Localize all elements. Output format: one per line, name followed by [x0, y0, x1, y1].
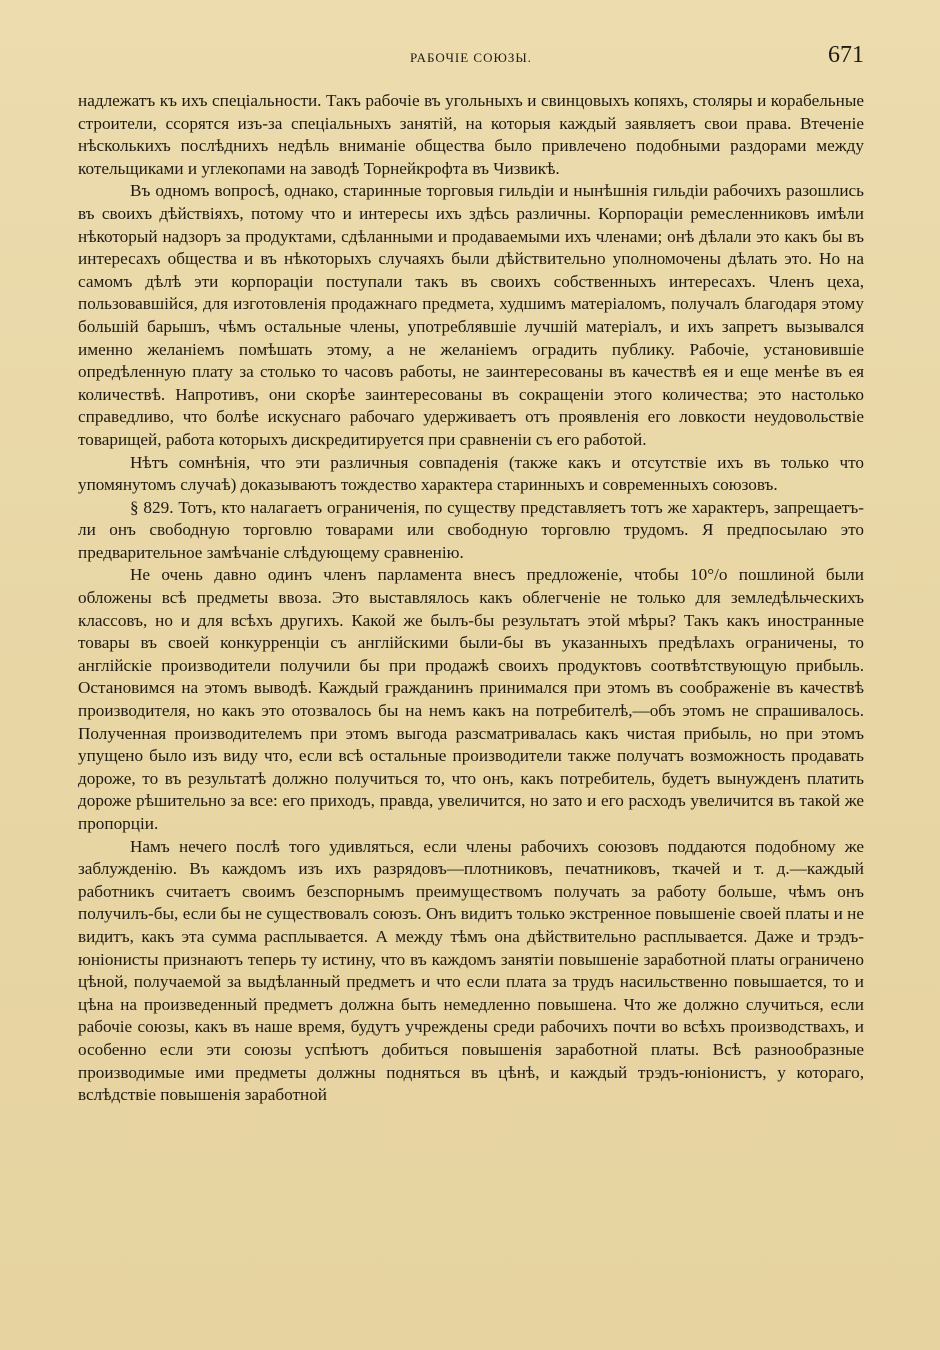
page-number: 671 [828, 42, 864, 68]
paragraph-3: Нѣтъ сомнѣнія, что эти различныя совпаденія (также какъ и отсутствіе ихъ въ только что упомянутомъ случаѣ) доказываютъ тождество характера старинныхъ и современныхъ союзовъ. [78, 452, 864, 495]
paragraph-6: Намъ нечего послѣ того удивляться, если члены рабочихъ союзовъ поддаются подобному же заблужденію. Въ каждомъ изъ ихъ разрядовъ—плотниковъ, печатниковъ, ткачей и т. д.—каждый работникъ считаетъ своимъ безспорнымъ преимуществомъ получать за работу больше, чѣмъ онъ получилъ-бы, если бы не существовалъ союзъ. Онъ видитъ только экстренное повышеніе своей платы и не видитъ, какъ эта сумма расплывается. А между тѣмъ она дѣйствительно расплывается. Даже и трэдъ-юніонисты признаютъ теперь ту истину, что въ каждомъ занятіи повышеніе заработной платы ограничено цѣной, получаемой за выдѣланный предметъ и что если плата за трудъ насильственно повышается, то и цѣна на произведенный предметъ должна быть немедленно повышена. Что же должно случиться, если рабочіе союзы, какъ въ наше время, будутъ учреждены среди рабочихъ почти во всѣхъ производствахъ, и особенно если эти союзы успѣютъ добиться повышенія заработной платы. Всѣ разнообразные производимые ими предметы должны подняться въ цѣнѣ, и каждый трэдъ-юніонистъ, у котораго, вслѣдствіе повышенія заработной [78, 836, 864, 1105]
page-header [78, 44, 864, 74]
paragraph-1: надлежатъ къ ихъ спеціальности. Такъ рабочіе въ угольныхъ и свинцовыхъ копяхъ, столяры и корабельные строители, ссорятся изъ-за спеціальныхъ занятій, на которыя каждый заявляетъ свои права. Втеченіе нѣсколькихъ послѣднихъ недѣль вниманіе общества было привлечено подобными раздорами между котельщиками и углекопами на заводѣ Торнейкрофта въ Чизвикѣ. [78, 91, 864, 178]
page-body [78, 90, 864, 1107]
paragraph-4: § 829. Тотъ, кто налагаетъ ограниченія, по существу представляетъ тотъ же характеръ, запрещаетъ-ли онъ свободную торговлю товарами или свободную торговлю трудомъ. Я предпосылаю это предварительное замѣчаніе слѣдующему сравненію. [78, 497, 864, 562]
running-title: РАБОЧІЕ СОЮЗЫ. [410, 50, 532, 65]
paragraph-2: Въ одномъ вопросѣ, однако, старинные торговыя гильдіи и нынѣшнія гильдіи рабочихъ разошлись въ своихъ дѣйствіяхъ, потому что и интересы ихъ здѣсь различны. Корпораціи ремесленниковъ имѣли нѣкоторый надзоръ за продуктами, сдѣланными и продаваемыми ихъ членами; онѣ дѣлали это какъ бы въ интересахъ общества и въ нѣкоторыхъ случаяхъ были дѣйствительно уполномочены дѣлать это. Но на самомъ дѣлѣ эти корпораціи поступали такъ въ своихъ собственныхъ интересахъ. Членъ цеха, пользовавшійся, для изготовленія продажнаго предмета, худшимъ матеріаломъ, получалъ благодаря этому большій барышъ, чѣмъ остальные члены, употреблявшіе лучшій матеріалъ, и ихъ запретъ вызывался именно желаніемъ помѣшать этому, а не желаніемъ оградить публику. Рабочіе, установившіе опредѣленную плату за столько то часовъ работы, не заинтересованы въ качествѣ ея и еще менѣе въ ея количествѣ. Напротивъ, они скорѣе заинтересованы въ сокращеніи этого количества; это настолько справедливо, что болѣе искуснаго рабочаго удерживаетъ отъ проявленія его ловкости неудовольствіе товарищей, работа которыхъ дискредитируется при сравненіи съ его работой. [78, 181, 864, 449]
paragraph-5: Не очень давно одинъ членъ парламента внесъ предложеніе, чтобы 10°/о пошлиной были обложены всѣ предметы ввоза. Это выставлялось какъ облегченіе не только для земледѣльческихъ классовъ, но и для всѣхъ другихъ. Какой же былъ-бы результатъ этой мѣры? Такъ какъ иностранные товары въ своей конкурренціи съ англійскими были-бы въ указанныхъ предѣлахъ ограничены, то англійскіе производители получили бы при продажѣ своихъ продуктовъ соотвѣтствующую прибыль. Остановимся на этомъ выводѣ. Каждый гражданинъ принимался при этомъ въ соображеніе въ качествѣ производителя, но какъ это отозвалось бы на немъ какъ на потребителѣ,—объ этомъ не спрашивалось. Полученная производителемъ при этомъ выгода разсматривалась какъ чистая прибыль, но при этомъ упущено было изъ виду что, если всѣ остальные производители также получатъ возможность продавать дороже, то въ результатѣ должно получиться то, что онъ, какъ потребитель, будетъ вынужденъ платить дороже рѣшительно за все: его приходъ, правда, увеличится, но зато и его расходъ увеличится въ такой же пропорціи. [78, 565, 864, 833]
